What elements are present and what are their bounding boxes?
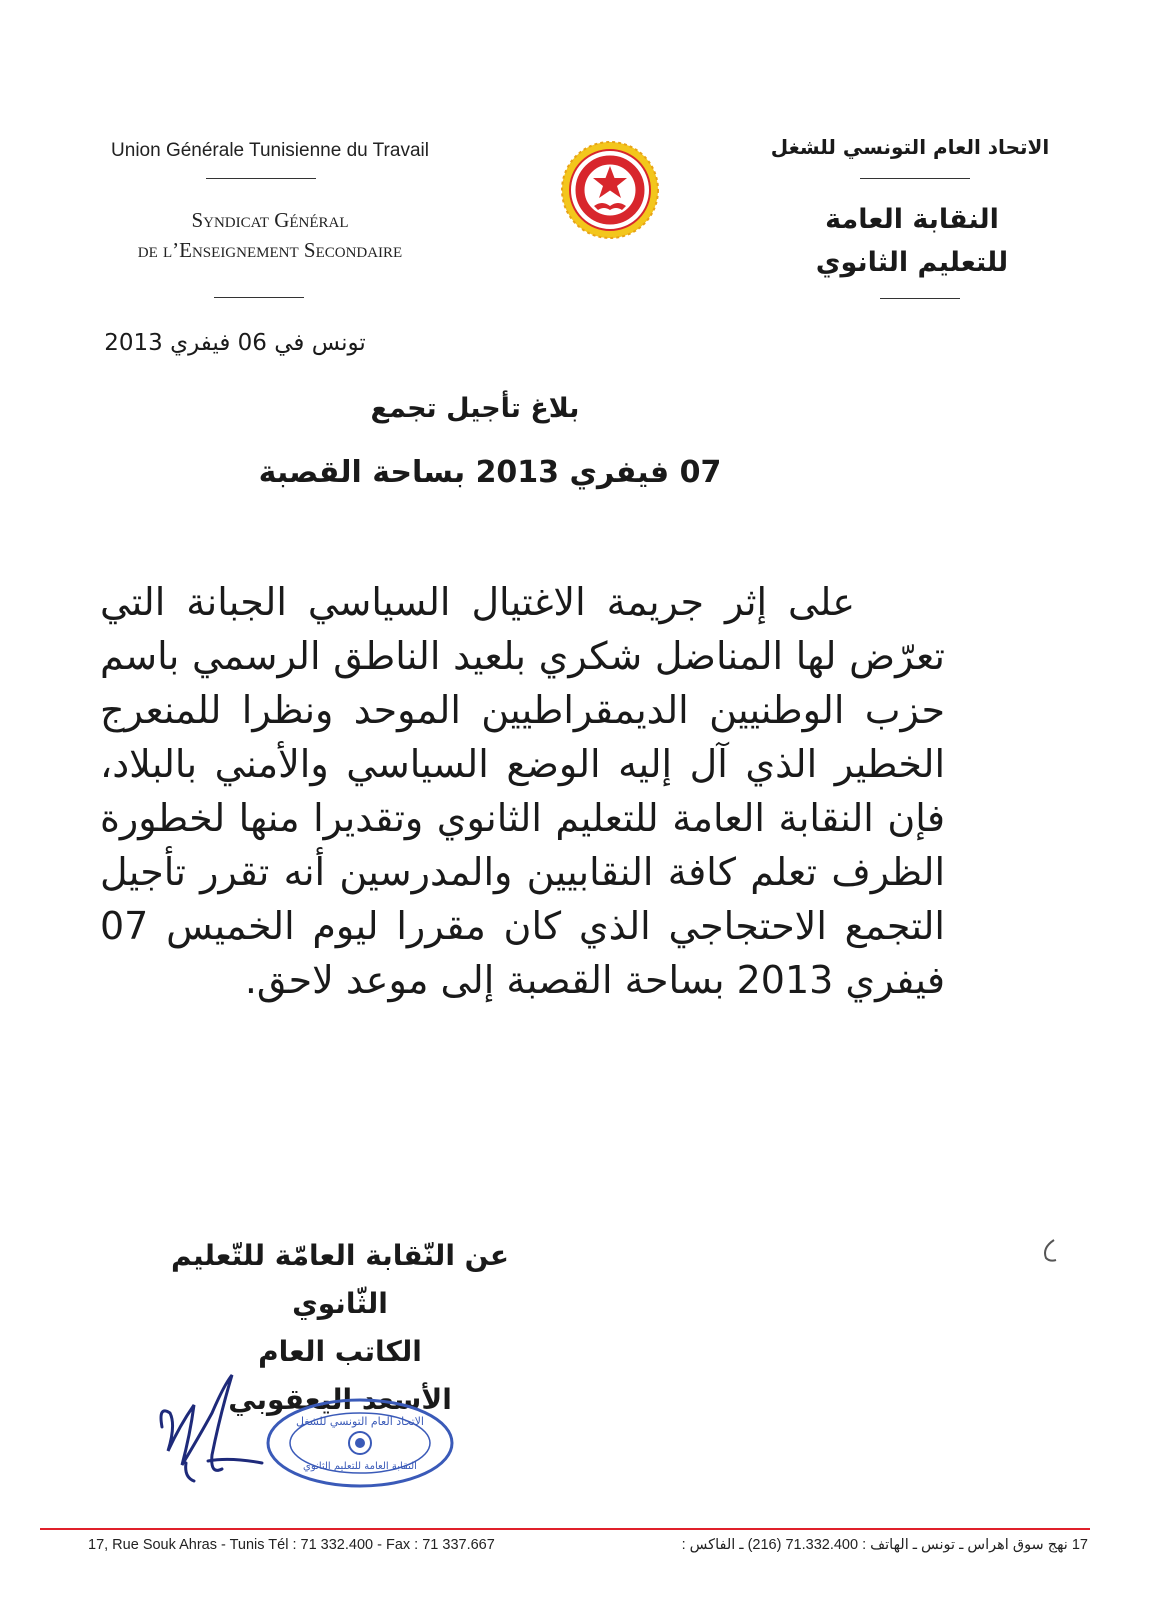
syndicat-line-2: de l’Enseignement Secondaire bbox=[137, 238, 403, 263]
signature-role: الكاتب العام bbox=[258, 1335, 422, 1368]
union-stamp bbox=[265, 1397, 455, 1489]
signature-org: عن النّقابة العامّة للتّعليم الثّانوي bbox=[170, 1239, 509, 1320]
document-date: تونس في 06 فيفري 2013 bbox=[104, 330, 366, 356]
body-paragraph: على إثر جريمة الاغتيال السياسي الجبانة التي تعرّض لها المناضل شكري بلعيد الناطق الرسمي باسم حزب الوطنيين الديمقراطيين الموحد ونظرا للمنعرج الخطير الذي آل إليه الوضع السياسي والأمني بالبلاد، فإن النقابة العامة للتعليم الثانوي وتقديرا منها لخطورة الظرف تعلم كافة النقابيين والمدرسين أنه تقرر تأجيل التجمع الاحتجاجي الذي كان مقررا ليوم الخميس 07 فيفري 2013 بساحة القصبة إلى موعد لاحق. bbox=[100, 580, 945, 1002]
divider bbox=[880, 298, 960, 299]
margin-mark bbox=[1036, 1236, 1062, 1266]
signature-name: الأسعد اليعقوبي bbox=[228, 1383, 452, 1416]
syndicat-line-1: Syndicat Général bbox=[191, 208, 349, 232]
footer-address bbox=[88, 1537, 1088, 1561]
divider bbox=[206, 178, 316, 179]
document-title: بلاغ تأجيل تجمع bbox=[370, 393, 580, 424]
divider bbox=[860, 178, 970, 179]
syndicat-ar-line-1: النقابة العامة bbox=[825, 204, 999, 235]
stamp-bottom-text: النقابة العامة للتعليم الثانوي bbox=[303, 1461, 417, 1472]
org-name-french: Union Générale Tunisienne du Travail bbox=[111, 140, 429, 161]
document-subtitle: 07 فيفري 2013 بساحة القصبة bbox=[258, 455, 722, 490]
handwritten-signature bbox=[150, 1365, 280, 1485]
org-name-arabic: الاتحاد العام التونسي للشغل bbox=[770, 135, 1050, 159]
ugtt-emblem-logo bbox=[560, 140, 660, 240]
syndicat-name-french bbox=[70, 205, 470, 266]
divider bbox=[214, 297, 304, 298]
stamp-top-text: الاتحاد العام التونسي للشغل bbox=[295, 1415, 425, 1428]
footer-arabic: 17 نهج سوق اهراس ـ تونس ـ الهاتف : 71.332.400 (216) ـ الفاكس : bbox=[681, 1537, 1088, 1553]
footer-divider bbox=[40, 1528, 1090, 1530]
footer-french: 17, Rue Souk Ahras - Tunis Tél : 71 332.400 - Fax : 71 337.667 bbox=[88, 1537, 495, 1553]
syndicat-ar-line-2: للتعليم الثانوي bbox=[815, 247, 1009, 279]
syndicat-name-arabic bbox=[752, 198, 1072, 284]
announcement-body bbox=[100, 575, 945, 1007]
